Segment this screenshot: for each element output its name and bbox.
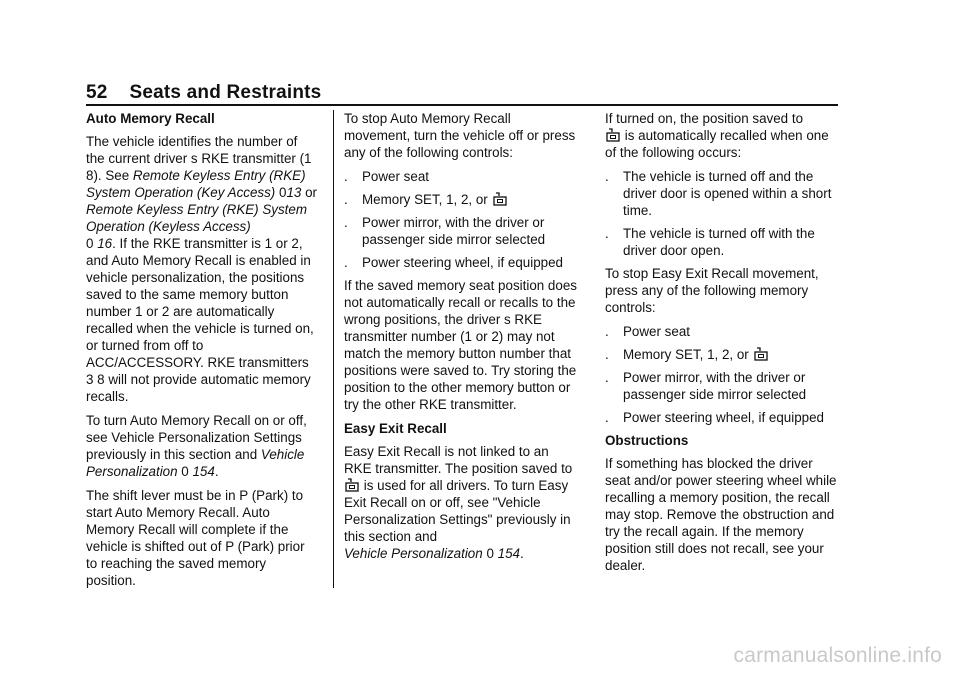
- list-item: [344, 214, 578, 248]
- link-vehicle-personalization[interactable]: Vehicle Personalization: [86, 447, 305, 479]
- list-item-text: Power steering wheel, if equipped: [623, 410, 824, 425]
- bullet: .: [605, 226, 609, 241]
- list-item-text: Power steering wheel, if equipped: [362, 255, 563, 270]
- column-2: [344, 110, 578, 569]
- list-item-text: [623, 346, 838, 363]
- text: Memory SET, 1, 2, or: [623, 347, 749, 362]
- link-rke-key-access[interactable]: Remote Keyless Entry (RKE) System Operation (Key Access): [86, 168, 306, 200]
- text: If turned on, the position saved to: [605, 111, 804, 126]
- paragraph: [86, 133, 318, 405]
- text: .: [519, 546, 524, 561]
- page-ref[interactable]: 16: [97, 236, 113, 251]
- section-title: Seats and Restraints: [129, 82, 322, 103]
- memory-exit-icon: [606, 128, 620, 142]
- text: To turn Auto Memory Recall on or off, see Vehicle Personalization Settings previously in this section and: [86, 413, 307, 462]
- paragraph: The shift lever must be in P (Park) to start Auto Memory Recall. Auto Memory Recall will complete if the vehicle is shifted out of P (Park) prior to reaching the saved memory position.: [86, 488, 305, 588]
- paragraph: To stop Easy Exit Recall movement, press any of the following memory controls:: [605, 266, 819, 315]
- page-ref[interactable]: 154: [497, 546, 520, 561]
- bullet: .: [605, 347, 609, 362]
- list-item-text: The vehicle is turned off with the driver door open.: [623, 226, 815, 258]
- list-item-text: Power seat: [623, 324, 690, 339]
- header-rule: [86, 104, 838, 106]
- text: Easy Exit Recall is not linked to an RKE transmitter. The position saved to: [344, 444, 573, 476]
- bullet: .: [344, 169, 348, 184]
- list-item: [605, 225, 838, 259]
- list-item: [605, 346, 838, 363]
- bullet: .: [605, 370, 609, 385]
- bullet: .: [605, 169, 609, 184]
- page-ref-arrow: 0: [86, 236, 94, 251]
- text: .: [214, 464, 219, 479]
- column-divider: [333, 110, 334, 588]
- text: Memory SET, 1, 2, or: [362, 192, 488, 207]
- link-rke-keyless-access[interactable]: Remote Keyless Entry (RKE) System Operation (Keyless Access): [86, 202, 308, 234]
- paragraph: If the saved memory seat position does not automatically recall or recalls to the wrong positions, the driver s RKE transmitter number (1 or 2) may not match the memory button number that positions were saved to. Try storing the position to the other memory button or try the other RKE transmitter.: [344, 278, 577, 412]
- page-ref-arrow: 0: [181, 464, 189, 479]
- column-1: [86, 110, 318, 596]
- paragraph: If something has blocked the driver seat and/or power steering wheel while recalling a memory position, the recall may stop. Remove the obstruction and try the recall again. If the memory position still does not recall, see your dealer.: [605, 456, 837, 573]
- paragraph: [344, 443, 578, 562]
- memory-exit-icon: [754, 347, 768, 361]
- page-header-title: [86, 82, 838, 104]
- list-item: [605, 168, 838, 219]
- heading-easy-exit-recall: Easy Exit Recall: [344, 421, 447, 436]
- list-item: [344, 254, 578, 271]
- text: or: [301, 185, 318, 200]
- list-item: [605, 323, 838, 340]
- bullet: .: [344, 192, 348, 207]
- list-item-text: The vehicle is turned off and the driver door is opened within a short time.: [623, 169, 832, 218]
- page-ref[interactable]: 13: [286, 185, 302, 200]
- column-3: [605, 110, 838, 581]
- heading-obstructions: Obstructions: [605, 433, 689, 448]
- list-item: [344, 191, 578, 208]
- text: The vehicle identifies the number of the current driver s RKE transmitter (1 8). See: [86, 134, 312, 183]
- list-item: [344, 168, 578, 185]
- bullet: .: [344, 255, 348, 270]
- list-item-text: Power mirror, with the driver or passenger side mirror selected: [623, 370, 807, 402]
- paragraph: To stop Auto Memory Recall movement, turn the vehicle off or press any of the following controls:: [344, 111, 576, 160]
- text: is automatically recalled when one of the following occurs:: [605, 128, 829, 160]
- list-item-text: [362, 191, 578, 208]
- heading-auto-memory-recall: Auto Memory Recall: [86, 111, 215, 126]
- list-item: [605, 369, 838, 403]
- bullet: .: [605, 324, 609, 339]
- page-ref-arrow: 0: [486, 546, 494, 561]
- page-header: [86, 82, 838, 104]
- paragraph: [605, 110, 838, 161]
- text: . If the RKE transmitter is 1 or 2, and Auto Memory Recall is enabled in vehicle personalization, the positions saved to the same memory button number 1 or 2 are automatically recalled when the vehicle is turned on, or turned from off to ACC/ACCESSORY. RKE transmitters 3 8 will not provide automatic memory recalls.: [86, 236, 314, 404]
- page-ref[interactable]: 154: [192, 464, 215, 479]
- link-vehicle-personalization[interactable]: Vehicle Personalization: [344, 546, 483, 561]
- paragraph: [86, 412, 318, 480]
- list-item-text: Power seat: [362, 169, 429, 184]
- list-item-text: Power mirror, with the driver or passenger side mirror selected: [362, 215, 546, 247]
- memory-exit-icon: [345, 478, 359, 492]
- list-item: [605, 409, 838, 426]
- bullet: .: [344, 215, 348, 230]
- text: is used for all drivers. To turn Easy Exit Recall on or off, see "Vehicle Personalization Settings" previously in this section and: [344, 478, 571, 544]
- watermark: carmanualsonline.info: [733, 644, 942, 667]
- page-ref-arrow: 0: [279, 185, 287, 200]
- memory-exit-icon: [493, 192, 507, 206]
- bullet: .: [605, 410, 609, 425]
- page-number: 52: [86, 82, 108, 103]
